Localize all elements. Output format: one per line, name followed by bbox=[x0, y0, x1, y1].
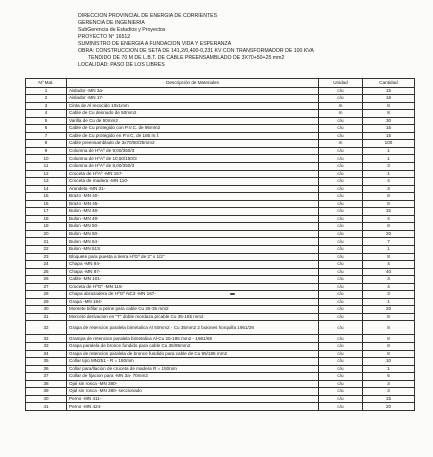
table-row bbox=[26, 276, 415, 284]
cell-description: Columna de HºAº de 9,00/350/3 bbox=[67, 147, 319, 155]
cell-unit: c/u bbox=[319, 185, 363, 193]
table-row bbox=[26, 178, 415, 186]
table-header-row bbox=[26, 79, 415, 88]
cell-unit: c/u bbox=[319, 117, 363, 125]
cell-quantity: 1 bbox=[363, 155, 415, 163]
cell-description: Perno -MN 411- bbox=[67, 395, 319, 403]
table-row bbox=[26, 261, 415, 269]
cell-number: 17 bbox=[26, 208, 67, 216]
cell-unit: c/u bbox=[319, 268, 363, 276]
cell-number: 25 bbox=[26, 268, 67, 276]
cell-unit: c/u bbox=[319, 87, 363, 95]
cell-description: Bulon -MN 51S bbox=[67, 245, 319, 253]
cell-quantity: 4 bbox=[363, 215, 415, 223]
table-row bbox=[26, 283, 415, 291]
table-row bbox=[26, 102, 415, 110]
cell-number: 34 bbox=[26, 350, 67, 358]
cell-description: Bulon -MN 50- bbox=[67, 223, 319, 231]
cell-number: 15 bbox=[26, 193, 67, 201]
cell-description: Ojal sin rosca -MN 380- bbox=[67, 380, 319, 388]
cell-quantity: 15 bbox=[363, 132, 415, 140]
cell-number: 20 bbox=[26, 230, 67, 238]
table-row bbox=[26, 147, 415, 155]
cell-description: Grapa paralela de bronce fundido para cable Cu 35/95mm2 bbox=[67, 343, 319, 351]
header-line-locality: LOCALIDAD: PASO DE LOS LIBRES bbox=[78, 62, 165, 68]
cell-quantity: 3 bbox=[363, 380, 415, 388]
cell-description: Cable preensamblado de 3x70/50/25mm2 bbox=[67, 140, 319, 148]
cell-description: Cable de Cu protegido en P.V.C. de 185 m.f. bbox=[67, 132, 319, 140]
cell-unit: c/u bbox=[319, 215, 363, 223]
cell-number: 11 bbox=[26, 162, 67, 170]
cell-number: 8 bbox=[26, 140, 67, 148]
cell-description: Grapa de retencion paralela bimetalica Al 50mm2 - Cu 35mm2 2 bulones horquilla 1961/28 bbox=[67, 321, 319, 335]
column-header-unit: Unidad bbox=[319, 79, 363, 88]
cell-unit: c/u bbox=[319, 343, 363, 351]
document-header bbox=[78, 13, 408, 69]
cell-unit: c/u bbox=[319, 170, 363, 178]
cell-unit: c/u bbox=[319, 306, 363, 314]
cell-unit: c/u bbox=[319, 253, 363, 261]
cell-unit: c/u bbox=[319, 230, 363, 238]
header-line-supply: SUMINISTRO DE ENERGIA A FUNDACION VIDA Y ESPERANZA bbox=[78, 41, 232, 47]
cell-unit: c/u bbox=[319, 208, 363, 216]
cell-unit: c/u bbox=[319, 245, 363, 253]
cell-unit: c/u bbox=[319, 365, 363, 373]
table-row bbox=[26, 193, 415, 201]
table-row bbox=[26, 306, 415, 314]
cell-number: 28 bbox=[26, 291, 67, 299]
cell-unit: c/u bbox=[319, 155, 363, 163]
cell-number: 39 bbox=[26, 388, 67, 396]
cell-number: 35 bbox=[26, 358, 67, 366]
header-line-cable-laying: TENDIDO DE 70 M DE L.B.T. DE CABLE PREENSAMBLADO DE 3X70+50+25 mm2 bbox=[88, 55, 285, 61]
cell-description: Bulon -MN 49- bbox=[67, 215, 319, 223]
table-row bbox=[26, 380, 415, 388]
materials-table-body bbox=[26, 87, 415, 410]
cell-number: 6 bbox=[26, 125, 67, 133]
cell-quantity: 20 bbox=[363, 306, 415, 314]
cell-description: Ojal sin rosca -MN 380- seccionado bbox=[67, 388, 319, 396]
cell-number: 26 bbox=[26, 276, 67, 284]
cell-description: Bulon -MN 64- bbox=[67, 238, 319, 246]
cell-number: 22 bbox=[26, 245, 67, 253]
cell-quantity: 8 bbox=[363, 343, 415, 351]
table-row bbox=[26, 321, 415, 335]
cell-description: Bloquete para puesta a tierra HºGº de 2" x 1/2" bbox=[67, 253, 319, 261]
cell-number: 40 bbox=[26, 395, 67, 403]
cell-unit: m bbox=[319, 102, 363, 110]
table-row bbox=[26, 395, 415, 403]
table-row bbox=[26, 313, 415, 321]
cell-unit: c/u bbox=[319, 162, 363, 170]
cell-description: Brazo -MN 40- bbox=[67, 193, 319, 201]
cell-quantity: 1 bbox=[363, 170, 415, 178]
cell-unit: c/u bbox=[319, 147, 363, 155]
cell-quantity: 15 bbox=[363, 87, 415, 95]
cell-unit: c/u bbox=[319, 395, 363, 403]
cell-quantity: 8 bbox=[363, 223, 415, 231]
table-row bbox=[26, 298, 415, 306]
cell-description: Chapa -MN 84- bbox=[67, 261, 319, 269]
cell-number: 2 bbox=[26, 95, 67, 103]
cell-quantity: 1 bbox=[363, 147, 415, 155]
table-row bbox=[26, 200, 415, 208]
table-row bbox=[26, 117, 415, 125]
cell-unit: c/u bbox=[319, 200, 363, 208]
cell-description: Grapa de retencion paralela de bronce fundido para cable de Cu 95/185 mm2 bbox=[67, 350, 319, 358]
cell-unit: c/u bbox=[319, 380, 363, 388]
cell-number: 19 bbox=[26, 223, 67, 231]
cell-quantity: 8 bbox=[363, 200, 415, 208]
cell-quantity: 3 bbox=[363, 276, 415, 284]
cell-unit: c/u bbox=[319, 125, 363, 133]
cell-quantity: 4 bbox=[363, 283, 415, 291]
table-row bbox=[26, 132, 415, 140]
cell-description: Chapa -MN 87- bbox=[67, 268, 319, 276]
cell-description: Bulon -MN 60- bbox=[67, 230, 319, 238]
cell-unit: c/u bbox=[319, 403, 363, 411]
cell-number: 18 bbox=[26, 215, 67, 223]
cell-number: 9 bbox=[26, 147, 67, 155]
column-header-number: Nº Mat. bbox=[26, 79, 67, 88]
scan-mark bbox=[230, 293, 235, 295]
cell-unit: c/u bbox=[319, 291, 363, 299]
cell-quantity: 7 bbox=[363, 238, 415, 246]
table-row bbox=[26, 365, 415, 373]
cell-number: 14 bbox=[26, 185, 67, 193]
cell-number: 36 bbox=[26, 365, 67, 373]
cell-description: Varilla de Cu de 50mm2 bbox=[67, 117, 319, 125]
cell-quantity: 8 bbox=[363, 350, 415, 358]
cell-number: 21 bbox=[26, 238, 67, 246]
cell-quantity: 8 bbox=[363, 313, 415, 321]
cell-unit: c/u bbox=[319, 321, 363, 335]
header-line-department: GERENCIA DE INGENIERIA bbox=[78, 20, 145, 26]
cell-description: Cable de Cu desnudo de 50mm2 bbox=[67, 110, 319, 118]
table-row bbox=[26, 110, 415, 118]
cell-unit: c/u bbox=[319, 350, 363, 358]
cell-description: Cable -MN 101- bbox=[67, 276, 319, 284]
cell-description: Perno -MN 424- bbox=[67, 403, 319, 411]
cell-quantity: 3 bbox=[363, 388, 415, 396]
cell-quantity: 4 bbox=[363, 178, 415, 186]
header-line-organization: DIRECCION PROVINCIAL DE ENERGIA DE CORRIENTES bbox=[78, 13, 218, 19]
table-row bbox=[26, 223, 415, 231]
cell-unit: c/u bbox=[319, 358, 363, 366]
cell-quantity: 3 bbox=[363, 162, 415, 170]
cell-number: 24 bbox=[26, 261, 67, 269]
cell-unit: c/u bbox=[319, 95, 363, 103]
table-row bbox=[26, 95, 415, 103]
cell-unit: c/u bbox=[319, 388, 363, 396]
cell-unit: m bbox=[319, 110, 363, 118]
header-line-work: OBRA: CONSTRUCCION DE SETA DE 141,2/0,400-0,231 KV CON TRANSFORMADOR DE 100 KVA bbox=[78, 48, 314, 54]
cell-unit: c/u bbox=[319, 238, 363, 246]
cell-description: Collar para/llacion de cruceta de madera R = 150mm bbox=[67, 365, 319, 373]
cell-number: 37 bbox=[26, 373, 67, 381]
column-header-quantity: Cantidad bbox=[363, 79, 415, 88]
cell-quantity: 8 bbox=[363, 193, 415, 201]
table-row bbox=[26, 343, 415, 351]
cell-description: Cruceta de madera -MN 110- bbox=[67, 178, 319, 186]
cell-quantity: 30 bbox=[363, 117, 415, 125]
table-row bbox=[26, 170, 415, 178]
cell-quantity: 6 bbox=[363, 373, 415, 381]
cell-quantity: 32 bbox=[363, 208, 415, 216]
cell-number: 33 bbox=[26, 343, 67, 351]
table-row bbox=[26, 215, 415, 223]
materials-table bbox=[25, 78, 415, 411]
cell-number: 30 bbox=[26, 306, 67, 314]
cell-unit: c/u bbox=[319, 335, 363, 343]
cell-quantity: 8 bbox=[363, 253, 415, 261]
cell-unit: c/u bbox=[319, 283, 363, 291]
cell-quantity: 4 bbox=[363, 261, 415, 269]
table-row bbox=[26, 350, 415, 358]
cell-unit: c/u bbox=[319, 132, 363, 140]
cell-quantity: 8 bbox=[363, 110, 415, 118]
cell-quantity: 20 bbox=[363, 403, 415, 411]
cell-quantity: 100 bbox=[363, 140, 415, 148]
cell-number: 13 bbox=[26, 178, 67, 186]
table-row bbox=[26, 268, 415, 276]
cell-description: Arandela -MN 31- bbox=[67, 185, 319, 193]
cell-number: 7 bbox=[26, 132, 67, 140]
table-row bbox=[26, 162, 415, 170]
table-row bbox=[26, 185, 415, 193]
cell-description: Grapa -MN 194- bbox=[67, 298, 319, 306]
cell-quantity: 10 bbox=[363, 358, 415, 366]
cell-unit: c/u bbox=[319, 373, 363, 381]
cell-description: Collar de fijacion para -MN 3a- 70mm2 bbox=[67, 373, 319, 381]
cell-number: 3 bbox=[26, 102, 67, 110]
table-row bbox=[26, 238, 415, 246]
cell-number: 23 bbox=[26, 253, 67, 261]
cell-quantity: 15 bbox=[363, 395, 415, 403]
cell-unit: c/u bbox=[319, 223, 363, 231]
table-row bbox=[26, 230, 415, 238]
cell-description: Grampa de retencion paralela bimetalica Al-Cu 25-185 mm2 - 1961/68 bbox=[67, 335, 319, 343]
cell-number: 29 bbox=[26, 298, 67, 306]
cell-quantity: 1 bbox=[363, 365, 415, 373]
cell-description: Chapa abrazadera de HºGº NC3 -MN 167- bbox=[67, 291, 319, 299]
cell-description: Columna de HºAº de 8,00/350/3 bbox=[67, 162, 319, 170]
cell-number: 32 bbox=[26, 335, 67, 343]
cell-quantity: 15 bbox=[363, 125, 415, 133]
cell-unit: c/u bbox=[319, 178, 363, 186]
table-row bbox=[26, 125, 415, 133]
cell-description: Brazo -MN 45- bbox=[67, 200, 319, 208]
table-row bbox=[26, 140, 415, 148]
cell-number: 16 bbox=[26, 200, 67, 208]
table-row bbox=[26, 208, 415, 216]
cell-quantity: 8 bbox=[363, 102, 415, 110]
cell-quantity: 3 bbox=[363, 185, 415, 193]
table-row bbox=[26, 335, 415, 343]
cell-number: 4 bbox=[26, 110, 67, 118]
cell-unit: c/u bbox=[319, 298, 363, 306]
cell-description: Aislador -MN 3a- bbox=[67, 87, 319, 95]
table-row bbox=[26, 87, 415, 95]
cell-description: Cruceta de HºAº -MN 157- bbox=[67, 170, 319, 178]
cell-number: 38 bbox=[26, 380, 67, 388]
cell-quantity: 1 bbox=[363, 245, 415, 253]
cell-number: 12 bbox=[26, 170, 67, 178]
column-header-description: Descripción de Materiales bbox=[67, 79, 319, 88]
cell-description: Aislador -MN 17- bbox=[67, 95, 319, 103]
cell-description: Bulon -MN 48- bbox=[67, 208, 319, 216]
cell-unit: m bbox=[319, 140, 363, 148]
cell-number: 32 bbox=[26, 321, 67, 335]
cell-number: 27 bbox=[26, 283, 67, 291]
cell-number: 1 bbox=[26, 87, 67, 95]
cell-description: Cruceta de HºGº -MN 115- bbox=[67, 283, 319, 291]
table-row bbox=[26, 358, 415, 366]
table-row bbox=[26, 253, 415, 261]
cell-quantity: 40 bbox=[363, 268, 415, 276]
cell-description: Collar tipo MN251 - R = 150mm bbox=[67, 358, 319, 366]
cell-description: Morceto derivacion en "T" doble mordaza p/cable Cu 35-185 mm2 bbox=[67, 313, 319, 321]
cell-description: Morsete bifilar a peine para cable Cu 25-35 mm2 bbox=[67, 306, 319, 314]
table-row bbox=[26, 291, 415, 299]
cell-quantity: 3 bbox=[363, 291, 415, 299]
cell-quantity: 8 bbox=[363, 321, 415, 335]
cell-description: Cable de Cu protegido con P.V.C. de 95mm2 bbox=[67, 125, 319, 133]
table-row bbox=[26, 403, 415, 411]
cell-description: Columna de HºAº de 10,50/150/3 bbox=[67, 155, 319, 163]
cell-number: 5 bbox=[26, 117, 67, 125]
cell-number: 41 bbox=[26, 403, 67, 411]
cell-unit: c/u bbox=[319, 261, 363, 269]
header-line-project-number: PROYECTO N° 16512 bbox=[78, 34, 131, 40]
header-line-subdepartment: SubGerencia de Estudios y Proyectos bbox=[78, 27, 166, 33]
table-row bbox=[26, 373, 415, 381]
cell-quantity: 1 bbox=[363, 298, 415, 306]
cell-unit: c/u bbox=[319, 276, 363, 284]
cell-unit: c/u bbox=[319, 193, 363, 201]
table-row bbox=[26, 245, 415, 253]
cell-unit: c/u bbox=[319, 313, 363, 321]
cell-quantity: 20 bbox=[363, 230, 415, 238]
cell-quantity: 16 bbox=[363, 95, 415, 103]
table-row bbox=[26, 388, 415, 396]
cell-number: 31 bbox=[26, 313, 67, 321]
cell-number: 10 bbox=[26, 155, 67, 163]
table-row bbox=[26, 155, 415, 163]
cell-description: Cinta de Al recocido 10x1mm bbox=[67, 102, 319, 110]
cell-quantity: 8 bbox=[363, 335, 415, 343]
